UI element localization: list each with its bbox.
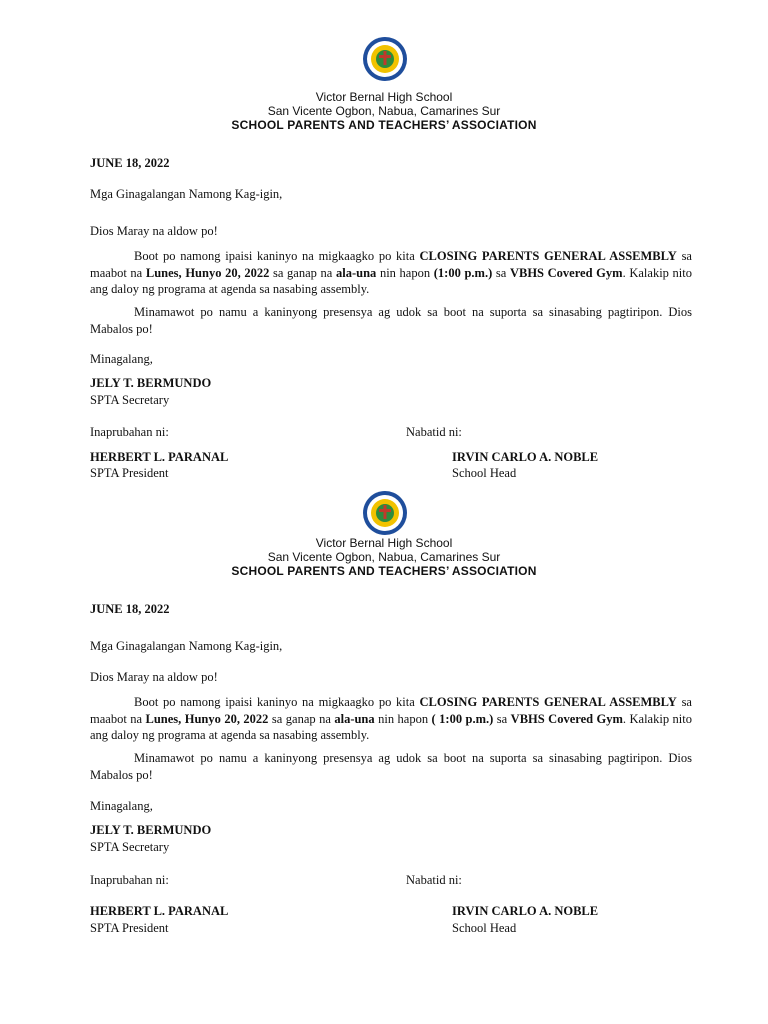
school-seal-logo xyxy=(362,490,408,536)
noted-label: Nabatid ni: xyxy=(406,873,462,887)
body-paragraph-2: Minamawot po namu a kaninyong presensya ag udok sa boot na suporta sa sinasabing pagtiripon. Dios Mabalos po! xyxy=(90,305,692,336)
closing: Minagalang, xyxy=(90,799,153,813)
school-address: San Vicente Ogbon, Nabua, Camarines Sur xyxy=(267,550,501,564)
secretary-title: SPTA Secretary xyxy=(90,393,170,407)
secretary-name: JELY T. BERMUNDO xyxy=(90,823,212,837)
body-paragraph-2: Minamawot po namu a kaninyong presensya ag udok sa boot na suporta sa sinasabing pagtiripon. Dios Mabalos po! xyxy=(90,751,692,782)
letter-date: JUNE 18, 2022 xyxy=(90,156,170,170)
president-title: SPTA President xyxy=(90,921,169,935)
greeting: Dios Maray na aldow po! xyxy=(90,670,218,684)
president-name: HERBERT L. PARANAL xyxy=(90,904,229,918)
head-name: IRVIN CARLO A. NOBLE xyxy=(452,904,599,918)
head-title: School Head xyxy=(452,921,517,935)
approved-label: Inaprubahan ni: xyxy=(90,873,169,887)
approved-label: Inaprubahan ni: xyxy=(90,425,169,439)
school-name: Victor Bernal High School xyxy=(315,90,453,104)
closing: Minagalang, xyxy=(90,352,153,366)
president-title: SPTA President xyxy=(90,466,169,480)
school-name: Victor Bernal High School xyxy=(315,536,453,550)
letter-date: JUNE 18, 2022 xyxy=(90,602,170,616)
salutation: Mga Ginagalangan Namong Kag-igin, xyxy=(90,187,283,201)
org-name: SCHOOL PARENTS AND TEACHERS’ ASSOCIATION xyxy=(231,564,537,578)
school-address: San Vicente Ogbon, Nabua, Camarines Sur xyxy=(267,104,501,118)
secretary-name: JELY T. BERMUNDO xyxy=(90,376,212,390)
org-name: SCHOOL PARENTS AND TEACHERS’ ASSOCIATION xyxy=(231,118,537,132)
noted-label: Nabatid ni: xyxy=(406,425,462,439)
head-title: School Head xyxy=(452,466,517,480)
greeting: Dios Maray na aldow po! xyxy=(90,224,218,238)
body-paragraph-1: Boot po namong ipaisi kaninyo na migkaagko po kita CLOSING PARENTS GENERAL ASSEMBLY sa maabot na Lunes, Hunyo 20, 2022 sa ganap na ala-una nin hapon ( 1:00 p.m.) sa VBHS Covered Gym. Kalakip nito ang daloy ng programa at agenda sa nasabing assembly. xyxy=(90,695,692,742)
head-name: IRVIN CARLO A. NOBLE xyxy=(452,450,599,464)
salutation: Mga Ginagalangan Namong Kag-igin, xyxy=(90,639,283,653)
president-name: HERBERT L. PARANAL xyxy=(90,450,229,464)
school-seal-logo xyxy=(362,36,408,82)
body-paragraph-1: Boot po namong ipaisi kaninyo na migkaagko po kita CLOSING PARENTS GENERAL ASSEMBLY sa maabot na Lunes, Hunyo 20, 2022 sa ganap na ala-una nin hapon (1:00 p.m.) sa VBHS Covered Gym. Kalakip nito ang daloy ng programa at agenda sa nasabing assembly. xyxy=(90,249,693,296)
secretary-title: SPTA Secretary xyxy=(90,840,170,854)
